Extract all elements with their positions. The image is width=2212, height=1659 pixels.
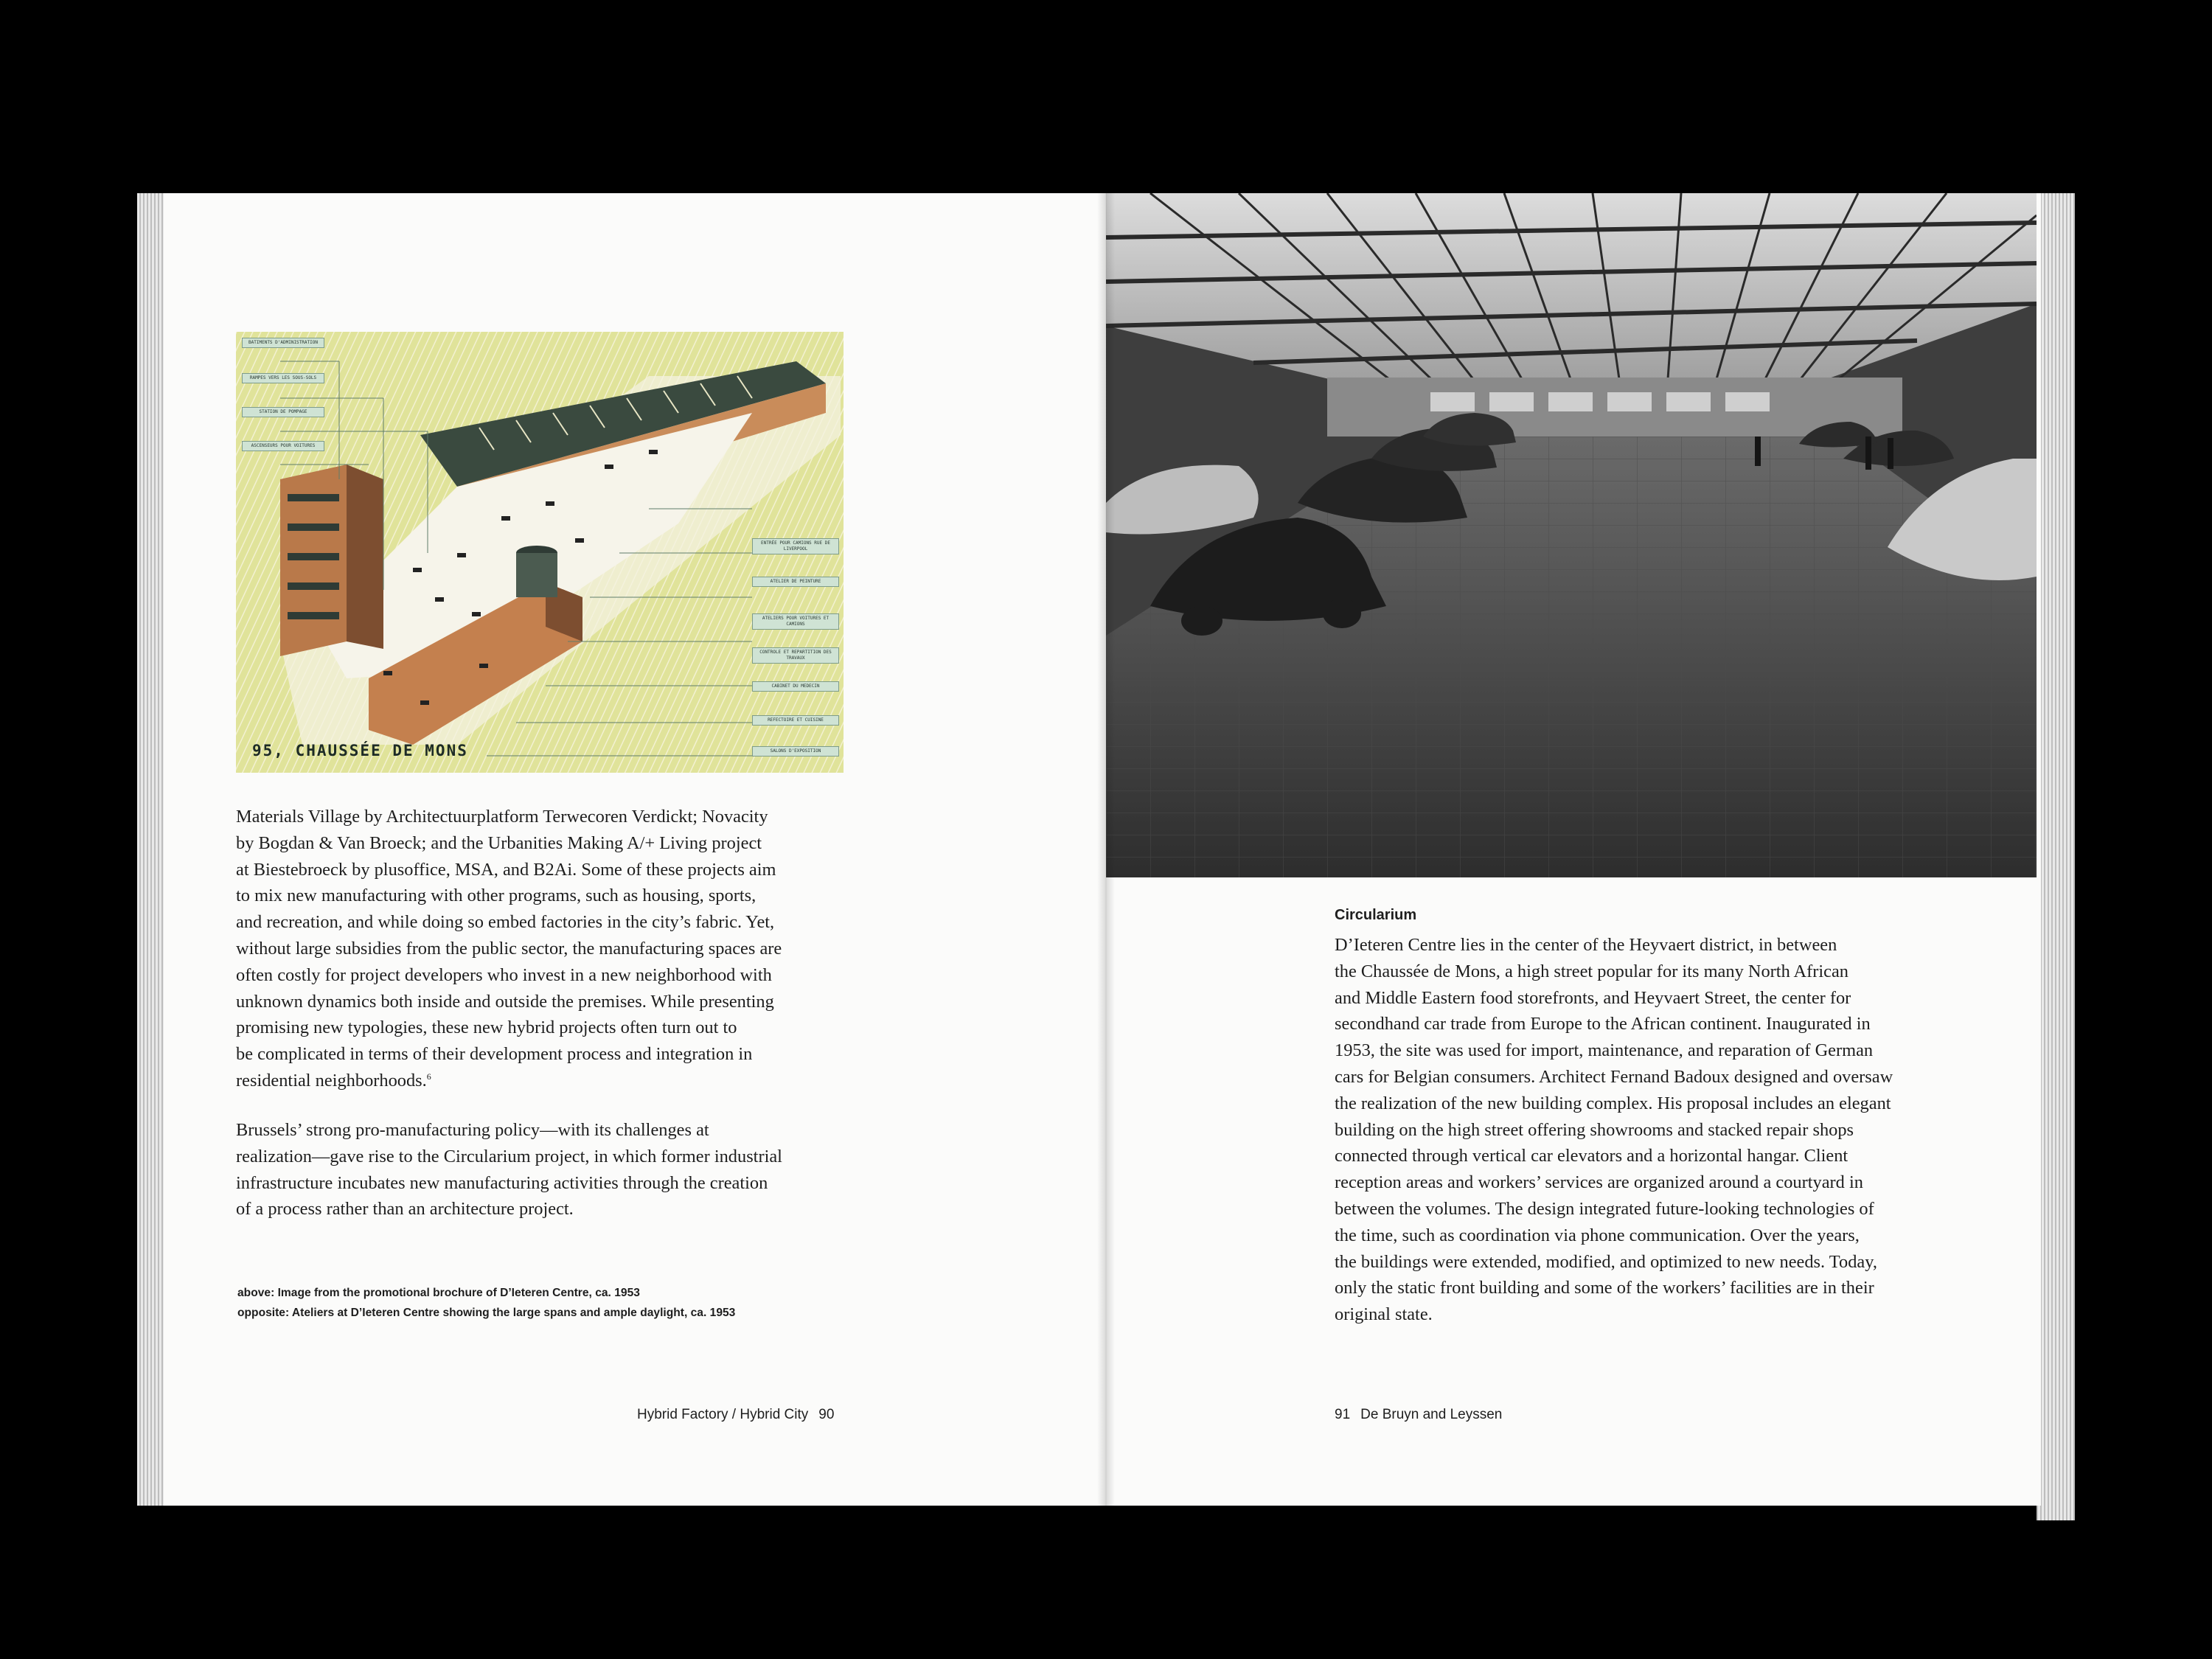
right-footer [1335,1407,1512,1423]
page-edges-left [137,193,167,1506]
tag-car-elevators: ASCENSEURS POUR VOITURES [242,441,324,451]
text-line: the time, such as coordination via phone communication. Over the years, [1335,1225,1860,1245]
tag-control: CONTROLE ET REPARTITION DES TRAVAUX [752,647,839,664]
tag-doctor: CABINET DU MEDECIN [752,681,839,692]
text-line: promising new typologies, these new hybrid projects often turn out to [236,1018,737,1038]
text-line: only the static front building and some of the workers’ facilities are in their [1335,1278,1874,1298]
text-line: to mix new manufacturing with other programs, such as housing, sports, [236,886,757,906]
text-line: and recreation, and while doing so embed factories in the city’s fabric. Yet, [236,912,775,933]
text-line: the Chaussée de Mons, a high street popular for its many North African [1335,961,1849,981]
page-number-right: 91 [1335,1407,1351,1422]
illustration-caption: 95, CHAUSSÉE DE MONS [252,742,468,759]
text-line: building on the high street offering showrooms and stacked repair shops [1335,1119,1854,1140]
text-line: original state. [1335,1304,1433,1325]
footnote-marker[interactable]: 6 [426,1071,431,1082]
text-line: be complicated in terms of their development process and integration in [236,1044,753,1065]
tag-workshops: ATELIERS POUR VOITURES ET CAMIONS [752,613,839,630]
page-edges-right [2037,193,2075,1520]
tag-showrooms: SALONS D'EXPOSITION [752,746,839,757]
text-line: at Biestebroeck by plusoffice, MSA, and B2Ai. Some of these projects aim [236,859,776,880]
text-line: often costly for project developers who invest in a new neighborhood with [236,964,772,985]
text-line-last: residential neighborhoods. [236,1070,427,1091]
text-line: connected through vertical car elevators and a horizontal hangar. Client [1335,1146,1848,1166]
running-authors: De Bruyn and Leyssen [1360,1407,1503,1422]
text-line: and Middle Eastern food storefronts, and Heyvaert Street, the center for [1335,987,1851,1008]
text-line: the buildings were extended, modified, and optimized to new needs. Today, [1335,1251,1877,1272]
text-line: realization—gave rise to the Circularium project, in which former industrial [236,1146,782,1166]
text-line: cars for Belgian consumers. Architect Fernand Badoux designed and oversaw [1335,1066,1893,1087]
tag-administration: BATIMENTS D'ADMINISTRATION [242,338,324,348]
text-line: without large subsidies from the public sector, the manufacturing spaces are [236,938,782,959]
tag-truck-entrance: ENTRÉE POUR CAMIONS RUE DE LIVERPOOL [752,538,839,554]
right-paragraph [1335,932,1893,1328]
caption-above: above: Image from the promotional brochure of D’Ieteren Centre, ca. 1953 [237,1287,640,1299]
text-line: between the volumes. The design integrated future-looking technologies of [1335,1198,1874,1219]
text-line: 1953, the site was used for import, maintenance, and reparation of German [1335,1040,1874,1061]
text-line: of a process rather than an architecture project. [236,1199,574,1220]
section-heading: Circularium [1335,907,1417,923]
text-line [236,1068,782,1094]
text-line: Materials Village by Architectuurplatform Terwecoren Verdickt; Novacity [236,807,768,827]
promotional-illustration [236,332,844,773]
left-footer [637,1407,844,1423]
tag-pumping-station: STATION DE POMPAGE [242,407,324,417]
text-line: by Bogdan & Van Broeck; and the Urbanities Making A/+ Living project [236,832,762,853]
text-line: secondhand car trade from Europe to the African continent. Inaugurated in [1335,1014,1871,1034]
figure-captions [237,1283,735,1323]
gutter-shadow [1097,193,1115,1506]
page-number-left: 90 [818,1407,835,1422]
text-line: Brussels’ strong pro-manufacturing policy—with its challenges at [236,1120,709,1140]
running-title: Hybrid Factory / Hybrid City [637,1407,809,1422]
tag-refectory: REFECTOIRE ET CUISINE [752,715,839,726]
left-paragraph-1 [236,804,782,1094]
caption-opposite: opposite: Ateliers at D’Ieteren Centre showing the large spans and ample daylight, ca. 1953 [237,1307,736,1319]
tag-paint-workshop: ATELIER DE PEINTURE [752,577,839,587]
text-line: reception areas and workers’ services are organized around a courtyard in [1335,1172,1863,1193]
left-paragraph-2 [236,1117,782,1222]
text-line: infrastructure incubates new manufacturing activities through the creation [236,1172,768,1193]
tag-ramps: RAMPES VERS LES SOUS-SOLS [242,373,324,383]
text-line: the realization of the new building complex. His proposal includes an elegant [1335,1093,1891,1113]
text-line: unknown dynamics both inside and outside the premises. While presenting [236,991,774,1012]
workshop-photo [1106,193,2037,877]
text-line: D’Ieteren Centre lies in the center of the Heyvaert district, in between [1335,935,1837,955]
